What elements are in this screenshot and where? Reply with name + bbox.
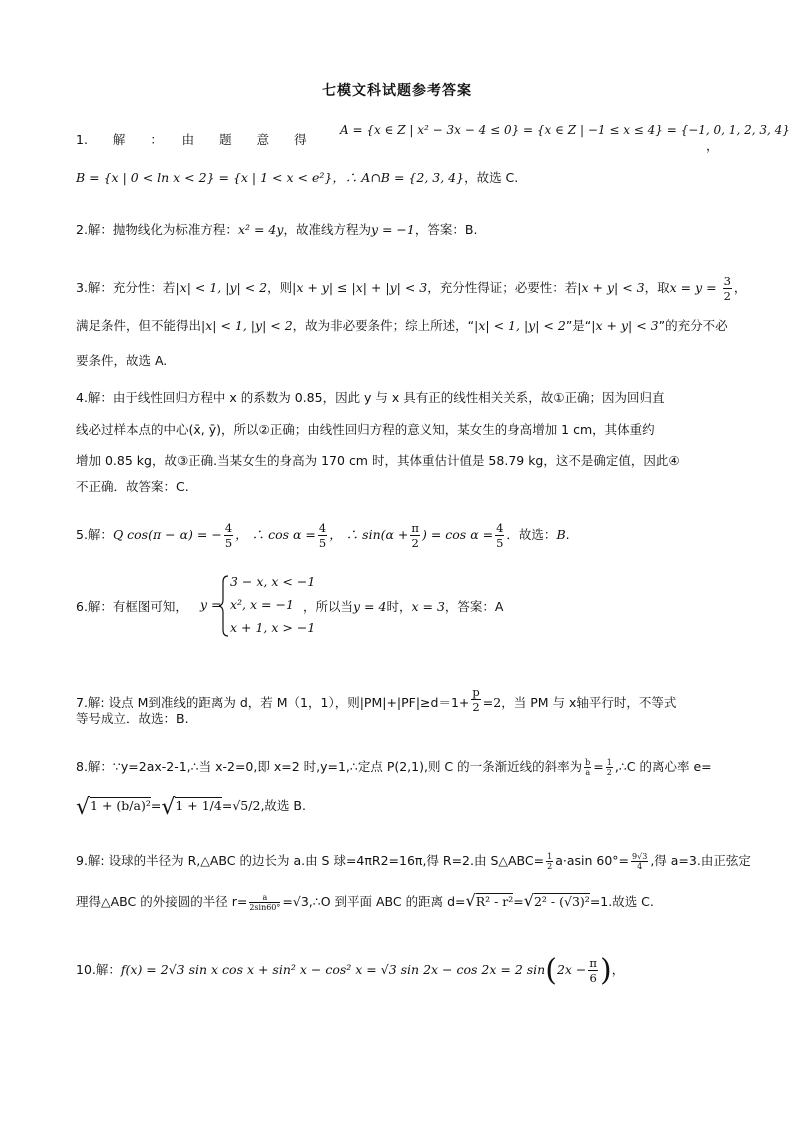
q2-lead: 2.解：抛物线化为标准方程： (76, 222, 238, 237)
q5-math: ) = cos α = (421, 527, 494, 542)
q1-setB: B = {x | 0 < ln x < 2} = {x | 1 < x < e²} (76, 170, 333, 185)
q6-lead-line (76, 597, 206, 617)
q8-sqrt: 1 + (b/a)² (90, 798, 151, 813)
q10-end: ， (611, 962, 625, 977)
q1-line2 (76, 168, 720, 188)
q3-math: |x| < 1, |y| < 2 (201, 318, 293, 333)
q2-directrix: y = −1 (370, 222, 415, 237)
q8-line1 (76, 757, 720, 777)
q9-text: =√3,∴O 到平面 ABC 的距离 d= (282, 894, 466, 909)
q9-text: a·asin 60°= (555, 853, 630, 868)
q3-text: ”的充分不必 (658, 318, 728, 333)
page-title: 七模文科试题参考答案 (322, 83, 472, 99)
q5-fraction (318, 521, 327, 550)
q8-eq: = (221, 798, 233, 813)
q4-line4: 不正确．故答案：C. (76, 479, 189, 494)
frac-num: 1 (606, 758, 612, 767)
q3-text: ，充分性得证；必要性：若 (427, 280, 578, 295)
frac-num: 1 (547, 852, 553, 861)
q8-eq: = (150, 798, 162, 813)
q8-fraction (606, 758, 613, 777)
q8-fraction (584, 758, 591, 777)
q9-line1 (76, 851, 751, 871)
q8-text: ,∴C 的离心率 e= (614, 759, 712, 774)
q6-case2: x², x = −1 (230, 597, 294, 612)
frac-num: π (589, 956, 597, 970)
q6-math: x = 3 (411, 599, 445, 614)
q2-answer: ，答案：B. (414, 222, 478, 237)
q9-eq: = (513, 894, 524, 909)
q8-sqrt: 1 + 1/4 (175, 798, 222, 813)
q9-sqrt: 2² - (√3)² (533, 894, 590, 909)
q9-text: 9.解: 设球的半径为 R,△ABC 的边长为 a.由 S 球=4πR2=16π,得 R=2.由 S△ABC= (76, 853, 545, 868)
frac-den: 6 (589, 971, 597, 985)
q10-lead: 10.解： (76, 962, 121, 977)
q6-text: 时， (386, 599, 412, 614)
frac-num: 4 (318, 521, 327, 535)
q9-fraction (546, 852, 553, 871)
frac-den: 2 (411, 536, 419, 550)
q5-math: ， ∴ cos α = (235, 527, 316, 542)
q7-math: =2 (482, 695, 502, 710)
q2-line (76, 220, 720, 240)
frac-num: 4 (224, 521, 233, 535)
q3-text: 满足条件，但不能得出 (76, 318, 202, 333)
frac-den: a (585, 768, 591, 777)
q10-line: 10.解：f(x) = 2√3 sin x cos x + sin² x − cos² x = √3 sin 2x − cos 2x = 2 sin(2x − $\frac{\pi}{6}$ )， (76, 953, 625, 988)
q7-text: ，当 PM 与 x轴平行时，不等式 (501, 695, 677, 710)
q6-rest (303, 597, 723, 617)
q3-line1: 3.解：充分性：若|x| < 1, |y| < 2，则|x + y| ≤ |x| + |y| < 3，充分性得证；必要性：若|x + y| < 3，取x = y = $\frac{3}{2}$ ， (76, 274, 747, 303)
q1-intersection: ，∴ A∩B = {2, 3, 4} (332, 170, 465, 185)
q10-fraction (588, 956, 598, 985)
q5-fraction (410, 521, 420, 550)
q5-answer: B (556, 527, 566, 542)
frac-den: 2 (547, 862, 553, 871)
q1-lead: 1. 解 ： 由 题 意 得 (76, 132, 307, 147)
q3-text: ，则 (267, 280, 293, 295)
q3-math: |x| < 1, |y| < 2 (474, 318, 566, 333)
frac-den: 4 (637, 862, 643, 871)
q8-result: √5/2 (232, 798, 261, 813)
q3-text: ”是“ (565, 318, 592, 333)
q6-y: y = (200, 597, 222, 612)
q6-brace-icon (218, 574, 230, 638)
q7-line2: 等号成立．故选：B. (76, 711, 189, 726)
q9-line2: 理得△ABC 的外接圆的半径 r= $\frac{a}{2\sin 60^\circ}$ =√3,∴O 到平面 ABC 的距离 d=√R² - r²=√2² - (√3)²=1.故选 C. (76, 891, 654, 912)
q10-math: f(x) = 2√3 sin x cos x + sin² x − cos² x = √3 sin 2x − cos 2x = 2 sin (120, 962, 546, 977)
q1-setA: A = {x ∈ Z | x² − 3x − 4 ≤ 0} = {x ∈ Z | −1 ≤ x ≤ 4} = {−1, 0, 1, 2, 3, 4} (340, 123, 790, 137)
q9-text: =1.故选 C. (589, 894, 654, 909)
frac-num: π (411, 521, 419, 535)
q3-fraction (723, 274, 732, 303)
q5-fraction (224, 521, 233, 550)
q4-line3: 增加 0.85 kg，故③正确.当某女生的身高为 170 cm 时，其体重估计值是 58.79 kg，这不是确定值，因此④ (76, 453, 680, 468)
q3-math: x = y = (669, 280, 717, 295)
q3-text: ，取 (644, 280, 670, 295)
frac-den: 2 (472, 700, 480, 714)
q6-case3: x + 1, x > −1 (230, 620, 316, 635)
q9-fraction (249, 893, 280, 912)
q4-line1: 4.解：由于线性回归方程中 x 的系数为 0.85，因此 y 与 x 具有正的线性相关关系，故①正确；因为回归直 (76, 390, 665, 405)
q5-math: ， ∴ sin(α + (329, 527, 409, 542)
q2-equation: x² = 4y (237, 222, 284, 237)
q7-text: 7.解: 设点 M到准线的距离为 d，若 M（1，1），则|PM|+|PF|≥d＝1+ (76, 695, 470, 710)
q9-text: ,得 a=3.由正弦定 (650, 853, 751, 868)
q5-end: . (565, 527, 570, 542)
q9-text: 理得△ABC 的外接圆的半径 r= (76, 894, 248, 909)
frac-num: 4 (496, 521, 504, 535)
frac-den: 5 (318, 536, 327, 550)
q2-mid: ，故准线方程为 (283, 222, 371, 237)
q5-lead: 5.解： (76, 527, 113, 542)
q4-line2: 线必过样本点的中心(x̄, ȳ)，所以②正确；由线性回归方程的意义知，某女生的身高增加 1 cm，其体重约 (76, 422, 655, 437)
q6-lead: 6.解：有框图可知， (76, 599, 188, 614)
q10-math: 2x − (556, 962, 587, 977)
frac-den: 5 (496, 536, 504, 550)
q8-line2: √1 + (b/a)²=√1 + 1/4=√5/2,故选 B. (76, 795, 306, 820)
q5-text: ．故选： (506, 527, 557, 542)
q5-fraction (495, 521, 504, 550)
q3-frac-den: 2 (723, 289, 731, 303)
q3-frac-num: 3 (723, 274, 731, 288)
frac-num: p (472, 685, 480, 699)
frac-num: 9√3 (632, 852, 648, 861)
q6-math: y = 4 (353, 599, 387, 614)
q5-line (76, 521, 720, 550)
frac-den: 2 (606, 768, 612, 777)
q3-math: |x + y| < 3 (577, 280, 645, 295)
q5-math: Q cos(π − α) = − (112, 527, 222, 542)
q8-eq: = (593, 759, 604, 774)
q8-answer: ,故选 B. (260, 798, 306, 813)
q9-sqrt: R² - r² (475, 894, 514, 909)
q8-text: 8.解：∵y=2ax-2-1,∴当 x-2=0,即 x=2 时,y=1,∴定点 P(2,1),则 C 的一条渐近线的斜率为 (76, 759, 583, 774)
q3-math: |x + y| ≤ |x| + |y| < 3 (292, 280, 428, 295)
q3-math: |x + y| < 3 (591, 318, 659, 333)
q1-answer: ，故选 C. (464, 170, 519, 185)
q1-comma: ， (706, 138, 719, 153)
q6-text: ，所以当 (303, 599, 354, 614)
q3-text: ，故为非必要条件；综上所述，“ (292, 318, 475, 333)
q6-answer: ，答案：A (444, 599, 504, 614)
q3-line3: 要条件，故选 A. (76, 353, 168, 368)
frac-num: a (249, 893, 280, 903)
frac-num: b (585, 758, 591, 767)
q6-case1: 3 − x, x < −1 (230, 574, 316, 589)
q3-text: 3.解：充分性：若 (76, 280, 176, 295)
frac-den: 5 (224, 536, 233, 550)
q3-line2 (76, 316, 728, 336)
q9-fraction (631, 852, 648, 871)
q3-math: |x| < 1, |y| < 2 (175, 280, 268, 295)
frac-den: 2sin60° (249, 903, 281, 912)
